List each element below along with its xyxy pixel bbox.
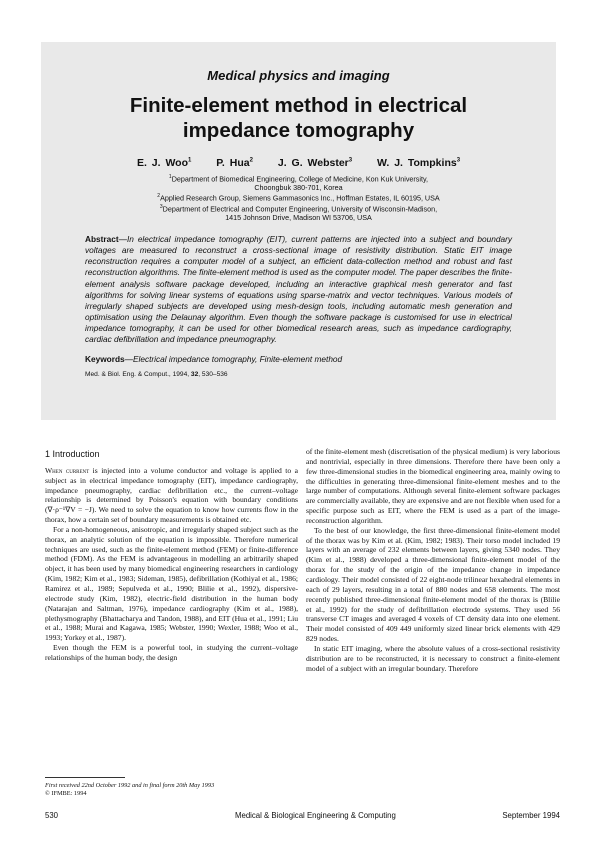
author: J. G. Webster$^3$ [277,157,353,169]
copyright: © IFMBE: 1994 [45,790,87,797]
affiliation-3-cont: 1415 Johnson Drive, Madison WI 53706, USA [225,213,372,223]
received-dates: First received 22nd October 1992 and in final form 20th May 1993 [45,782,215,789]
abstract [85,234,512,345]
author-list [85,157,512,169]
paragraph: Even though the FEM is a powerful tool, in studying the current–voltage relationships of the human body, the design [45,643,298,662]
author: W. J. Tompkins$^3$ [377,157,461,169]
keywords-text: —Electrical impedance tomography, Finite-element method [124,354,343,365]
affiliation-1-cont: Choongbuk 380-701, Korea [254,183,343,193]
title-line-2: impedance tomography [182,119,415,142]
affiliation-1: $^1$Department of Biomedical Engineering, College of Medicine, Kon Kuk University, [168,174,429,184]
article-title [85,93,512,143]
page-footer [45,811,560,823]
title-abstract-box [41,42,556,420]
affiliation-3: $^3$Department of Electrical and Computer Engineering, University of Wisconsin-Madison, [159,203,438,214]
paragraph: For a non-homogeneous, anisotropic, and irregularly shaped subject such as the thorax, an analytic solution of the equation is impossible. Therefore numerical techniques are used, such as the finite-element method (FEM) or finite-difference method (FDM). As the FEM is advantageous in modelling an arbitrarily shaped object, it has been used by many biomedical engineering researchers in cardiology (Kim, 1982; Kim et al., 1983; Sideman, 1985), defibrillation (Kothiyal et al., 1986; Ramirez et al., 1989; Sepulveda et al., 1990; Blilie et al., 1992), dispersive-electrode study (Kim, 1982), electric-field distribution in the human body (Natarajan and Saltman, 1976), impedance cardiography (Kim et al., 1988), plethysmography (Bhattacharya and Tandon, 1988), and EIT (Hua et al., 1991; Liu et al., 1988; Murai and Kagawa, 1985; Webster, 1990; Wexler, 1988; Woo et al., 1993; Yorkey et al., 1987). [45,524,298,643]
paragraph: In static EIT imaging, where the absolute values of a cross-sectional resistivity distribution are to be reconstructed, it is necessary to construct a finite-element model of a subject with an irregular boundary. Therefore [306,643,560,673]
lead-in: When current [45,465,90,475]
page-number: 530 [45,811,59,820]
paragraph: of the finite-element mesh (discretisation of the physical medium) is very laborious and nontrivial, especially in three dimensions. Therefore there have been only a few three-dimensional studies in the biomedical engineering area, mainly owing to the difficulties in generating three-dimensional finite-element meshes and to the large number of computations. Although several finite-element software packages are commercially available, they are expensive and are not flexible when used for a specific purpose such as EIT, where the FEM is used as a part of the image-reconstruction algorithm. [306,447,560,525]
author: P. Hua$^2$ [216,157,253,169]
footnote-rule [45,777,125,778]
footnote [45,782,298,798]
citation: Med. & Biol. Eng. & Comput., 1994, 32, 530–536 [85,371,228,379]
section-label: Medical physics and imaging [207,68,390,83]
journal-name: Medical & Biological Engineering & Computing [235,811,396,820]
abstract-text: —In electrical impedance tomography (EIT), current patterns are injected into a subject and boundary voltages are measured to reconstruct a cross-sectional image of resistivity distribution. Static EIT image reconstruction requires a computer model of a subject, an efficient data-collection method and robust and fast reconstruction algorithms. The finite-element method is used as the computer model. The paper describes the finite-element analysis software package developed, including an interactive graphical mesh generator and fast algorithms for solving linear systems of equations using sparse-matrix and vector techniques. Various models of irregularly shaped subjects are developed using mesh-design tools, including automatic mesh generation and optimisation using the Delaunay algorithm. Even though the software package is customised for use in electrical impedance tomography, it can be used for other biomedical research areas, such as impedance cardiography, cardiac defibrillation and impedance pneumography. [85,234,512,345]
section-heading: 1 Introduction [45,449,100,459]
keywords [85,354,512,364]
paragraph: To the best of our knowledge, the first three-dimensional finite-element model of the thorax was by Kim et al. (Kim, 1982; 1983). Their torso model included 19 layers with an average of 232 elements between layers, giving 5340 nodes. They (Kim et al., 1988) developed a three-dimensional finite-element model of the thorax for the study of the origin of the impedance change in impedance cardiology. Their model consisted of 22 eight-node trilinear hexahedral elements in each of 29 layers, resulting in a total of 880 nodes and 658 elements. The most recently published three-dimensional finite-element model of the thorax is (Blilie et al., 1992) for the study of defibrillation electrode systems. They used 56 transverse CT images and averaged 4 voxels of CT density data into one element. Their model consisted of 409 449 uniformly sized linear brick elements with 429 829 nodes. [306,525,560,644]
affiliation-2: $^2$Applied Research Group, Siemens Gammasonics Inc., Hoffman Estates, IL 60195, USA [157,193,440,203]
left-column [45,450,298,663]
abstract-label: Abstract [85,234,119,245]
keywords-label: Keywords [85,354,125,365]
affiliations [85,173,512,222]
right-column [306,447,560,673]
issue-date: September 1994 [502,811,560,820]
author: E. J. Woo$^1$ [136,157,192,169]
paragraph: When current is injected into a volume conductor and voltage is applied to a subject as in electrical impedance tomography (EIT), impedance cardiography, impedance pneumography, cardiac defibrillation etc., the current–voltage relationship is determined by Poisson's equation with boundary conditions (∇·ρ⁻¹∇V = −J). We need to solve the equation to know how currents flow in the thorax, how a certain set of boundary measurements is obtained etc. [45,465,298,525]
title-line-1: Finite-element method in electrical [129,94,468,117]
